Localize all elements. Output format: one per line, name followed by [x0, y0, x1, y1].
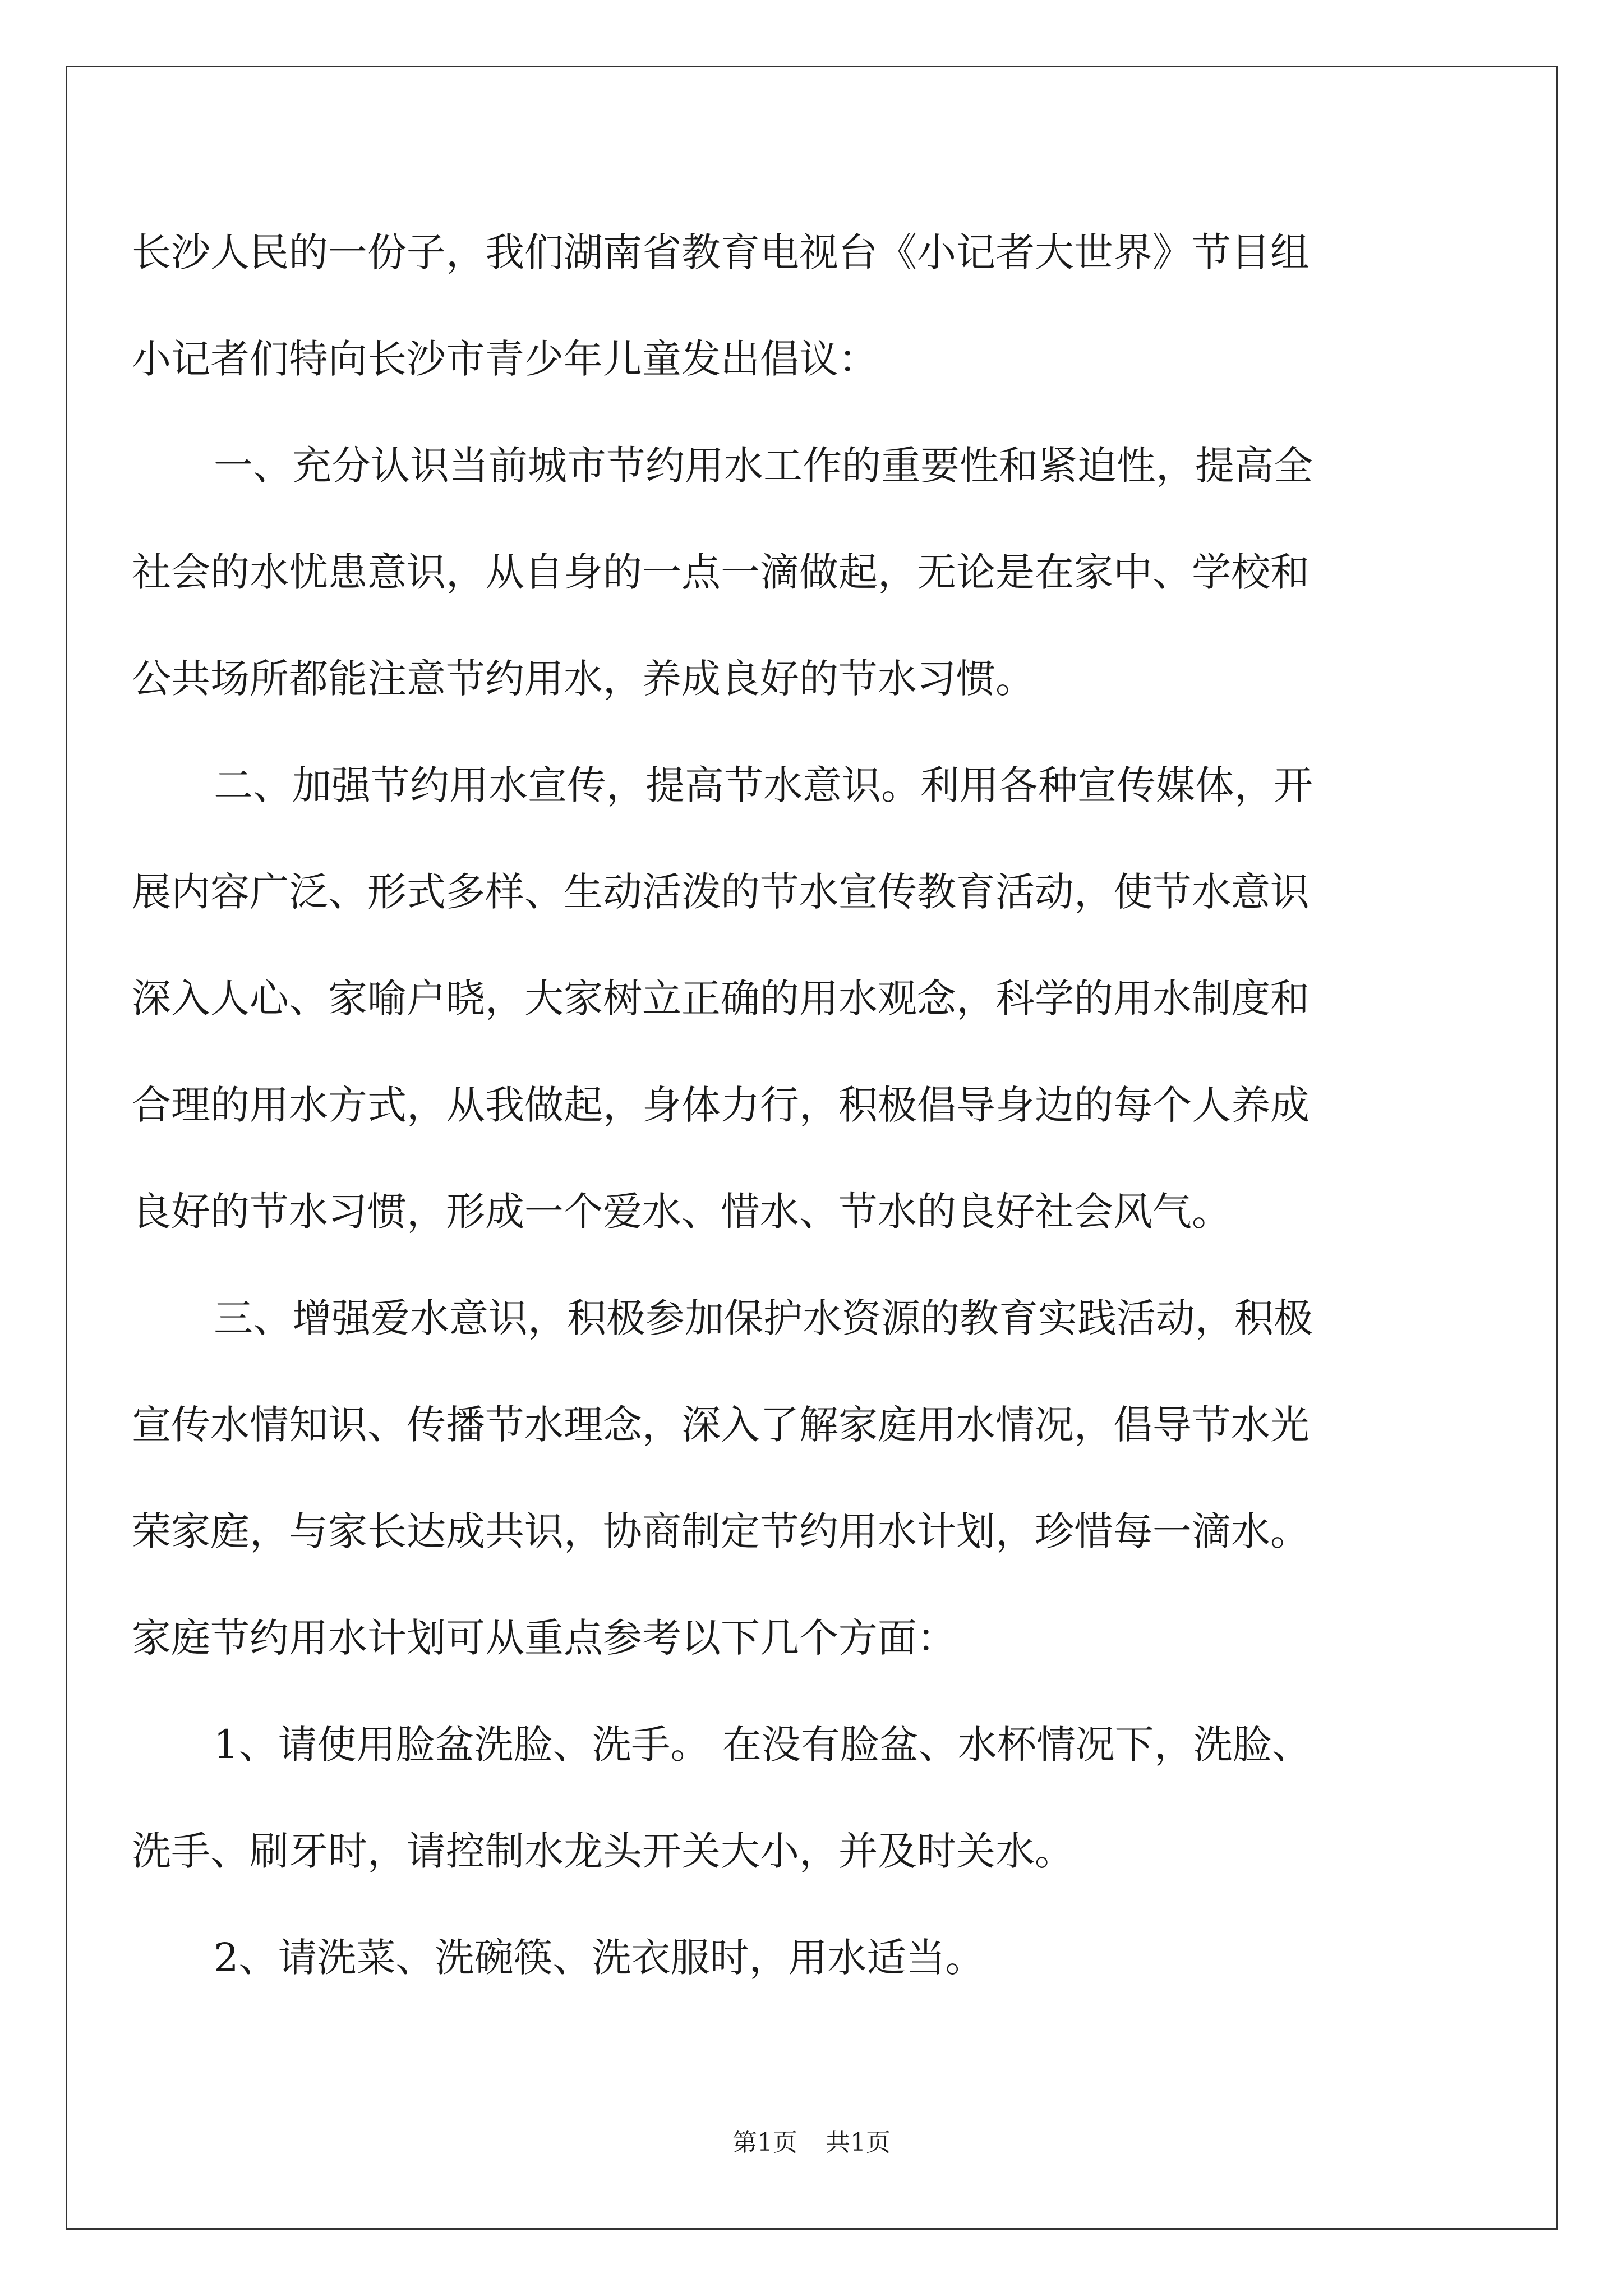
page-number: 第1页: [732, 2128, 797, 2157]
text-line: 良好的节水习惯，形成一个爱水、惜水、节水的良好社会风气。: [132, 1189, 1231, 1235]
text-line: 家庭节约用水计划可从重点参考以下几个方面：: [132, 1615, 956, 1661]
text-line: 洗手、刷牙时，请控制水龙头开关大小，并及时关水。: [132, 1828, 1074, 1874]
paragraph-1-line: 一、充分认识当前城市节约用水工作的重要性和紧迫性，提高全: [214, 443, 1313, 489]
text-line: 深入人心、家喻户晓，大家树立正确的用水观念，科学的用水制度和: [132, 976, 1310, 1022]
text-line: 宣传水情知识、传播节水理念，深入了解家庭用水情况，倡导节水光: [132, 1402, 1310, 1448]
page-frame: [66, 66, 1558, 2230]
text-line: 合理的用水方式，从我做起，身体力行，积极倡导身边的每个人养成: [132, 1082, 1310, 1128]
page-footer: [0, 2126, 1623, 2160]
page-total: 共1页: [826, 2128, 891, 2157]
text-line: 长沙人民的一份子，我们湖南省教育电视台《小记者大世界》节目组: [132, 229, 1310, 275]
item-1-line: 1、请使用脸盆洗脸、洗手。 在没有脸盆、水杯情况下，洗脸、: [214, 1722, 1311, 1768]
text-line: 展内容广泛、形式多样、生动活泼的节水宣传教育活动，使节水意识: [132, 869, 1310, 915]
text-line: 社会的水忧患意识，从自身的一点一滴做起，无论是在家中、学校和: [132, 549, 1310, 595]
paragraph-2-line: 二、加强节约用水宣传，提高节水意识。利用各种宣传媒体，开: [214, 762, 1313, 808]
text-line: 荣家庭，与家长达成共识，协商制定节约用水计划，珍惜每一滴水。: [132, 1508, 1310, 1554]
item-2-line: 2、请洗菜、洗碗筷、洗衣服时，用水适当。: [214, 1935, 985, 1981]
paragraph-3-line: 三、增强爱水意识，积极参加保护水资源的教育实践活动，积极: [214, 1295, 1313, 1341]
text-line: 公共场所都能注意节约用水，养成良好的节水习惯。: [132, 656, 1035, 702]
text-line: 小记者们特向长沙市青少年儿童发出倡议：: [132, 336, 878, 382]
